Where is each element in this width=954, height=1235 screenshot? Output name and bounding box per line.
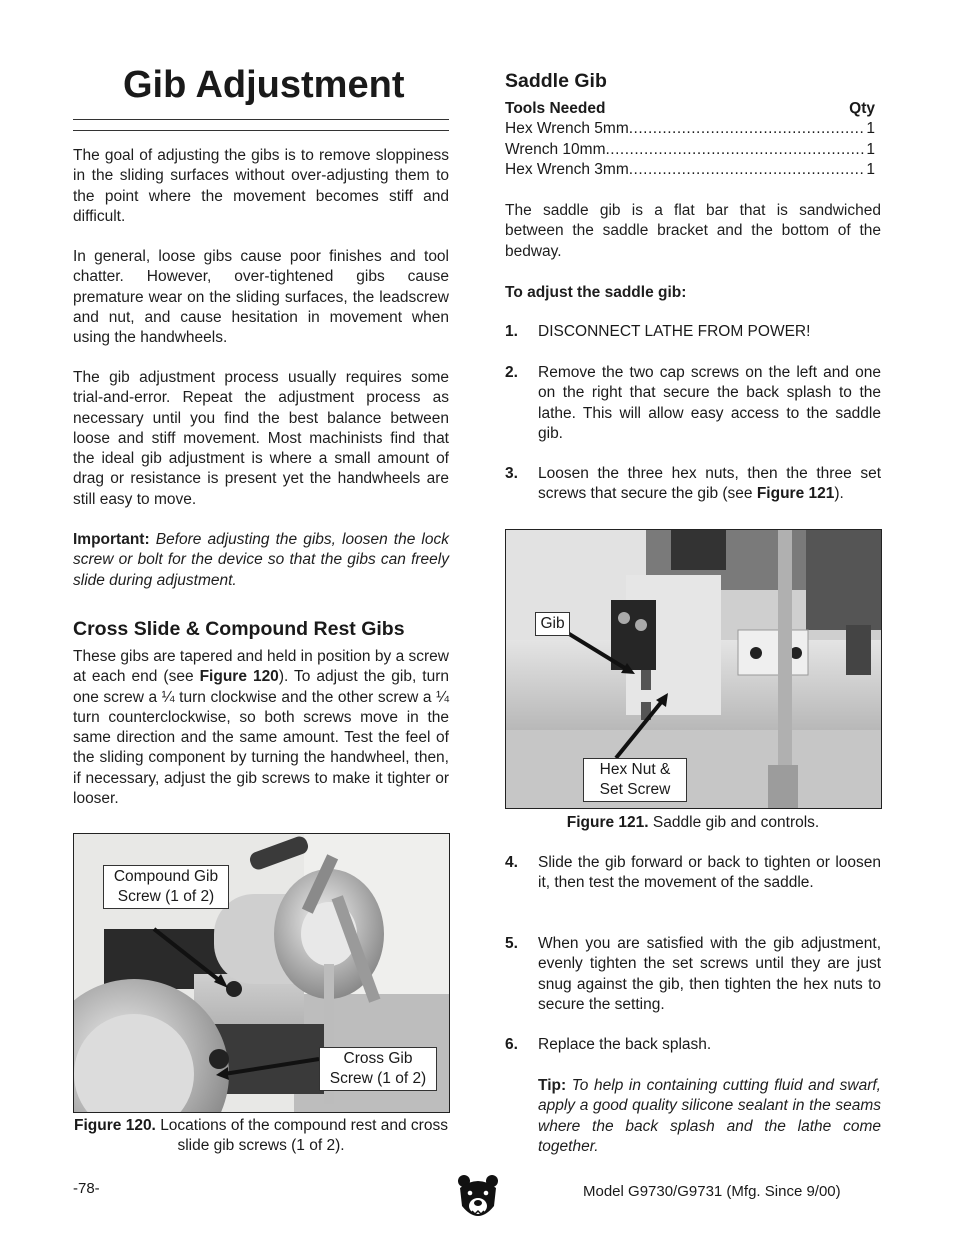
step-text: Remove the two cap screws on the left and one on the right that secure the back splash to the lathe. This will allow easy access to the saddle gib.	[538, 364, 881, 442]
tool-qty: 1	[866, 120, 875, 137]
leader-dots	[629, 119, 865, 139]
intro-paragraph: The goal of adjusting the gibs is to remove sloppiness in the sliding surfaces without over-adjusting them to the point where the movement becomes stiff and difficult.	[73, 147, 449, 225]
tool-row	[505, 160, 875, 180]
title-rule-bottom	[73, 130, 449, 131]
step-number: 3.	[505, 465, 518, 482]
step-4	[505, 853, 881, 894]
step-number: 6.	[505, 1036, 518, 1053]
step-text: Slide the gib forward or back to tighten or loosen it, then test the movement of the saddle.	[538, 854, 881, 892]
model-footer: Model G9730/G9731 (Mfg. Since 9/00)	[583, 1183, 841, 1200]
tip-text: To help in containing cutting fluid and swarf, apply a good quality silicone sealant in the seams where the back splash and the lathe come together.	[538, 1077, 881, 1155]
tools-header-row	[505, 99, 875, 119]
figure-121-label: Figure 121.	[566, 814, 649, 831]
figure-120-ref: Figure 120	[199, 668, 279, 686]
important-text: Before adjusting the gibs, loosen the lock screw or bolt for the device so that the gibs can freely slide during adjustment.	[73, 531, 449, 589]
figure-121-caption	[505, 813, 881, 833]
leader-dots	[629, 160, 865, 180]
trial-error-paragraph: The gib adjustment process usually requires some trial-and-error. Repeat the adjustment process as necessary until you find the best balance between loose and stiff movement. Most machinists find that the ideal gib adjustment is where a small amount of drag or resistance is present yet the handwheels are still easy to move.	[73, 369, 449, 508]
tool-name: Hex Wrench 5mm	[505, 120, 629, 137]
step-6	[505, 1035, 881, 1055]
page-title: Gib Adjustment	[123, 64, 405, 106]
loose-gibs-paragraph: In general, loose gibs cause poor finishes and tool chatter. However, over-tightened gibs cause premature wear on the sliding surfaces, the leadscrew and nut, and cause hesitation in movement when using the handwheels.	[73, 248, 449, 347]
figure-121-ref: Figure 121	[756, 485, 835, 503]
figure-120-photo	[73, 833, 450, 1113]
bear-head-logo-icon	[456, 1172, 500, 1224]
leader-dots	[606, 140, 865, 160]
tool-name: Hex Wrench 3mm	[505, 161, 629, 178]
cross-slide-paragraph	[73, 647, 449, 809]
important-label: Important:	[73, 531, 150, 548]
cross-slide-heading: Cross Slide & Compound Rest Gibs	[73, 618, 405, 640]
title-rule-top	[73, 119, 449, 120]
step-3-text-a: Loosen the three hex nuts, then the three set screws that secure the gib (see	[538, 465, 881, 503]
step-number: 4.	[505, 854, 518, 871]
step-2	[505, 363, 881, 444]
saddle-intro-paragraph: The saddle gib is a flat bar that is sandwiched between the saddle bracket and the bottom of the bedway.	[505, 202, 881, 260]
cross-text-a: These gibs are tapered and held in position by a screw at each end (see	[73, 648, 449, 686]
step-5	[505, 934, 881, 1015]
page-number: -78-	[73, 1180, 100, 1197]
tools-needed-header: Tools Needed	[505, 100, 606, 117]
saddle-gib-heading: Saddle Gib	[505, 70, 607, 92]
tool-row	[505, 119, 875, 139]
step-text: Replace the back splash.	[538, 1036, 712, 1053]
tool-qty: 1	[866, 161, 875, 178]
important-note	[73, 530, 449, 591]
step-text	[538, 464, 881, 505]
step-number: 1.	[505, 323, 518, 340]
saddle-gib-photo-svg	[506, 530, 881, 808]
hex-nut-set-screw-callout: Hex Nut & Set Screw	[583, 758, 687, 802]
gib-callout: Gib	[535, 612, 570, 636]
figure-120-caption	[73, 1116, 449, 1157]
step-text: When you are satisfied with the gib adjustment, evenly tighten the set screws until they are just snug against the gib, then tighten the hex nuts to secure the setting.	[538, 935, 881, 1013]
figure-121-caption-text: Saddle gib and controls.	[652, 814, 820, 831]
step-text: DISCONNECT LATHE FROM POWER!	[538, 323, 811, 340]
step-1	[505, 322, 881, 342]
tip-note	[538, 1076, 881, 1157]
compound-gib-callout: Compound Gib Screw (1 of 2)	[103, 865, 229, 909]
step-3	[505, 464, 881, 505]
qty-header: Qty	[849, 100, 875, 117]
tool-name: Wrench 10mm	[505, 141, 606, 158]
cross-text-b: ). To adjust the gib, turn one screw a ¼ turn clockwise and the other screw a ¼ turn counterclockwise, so both screws move in the same direction and the same amount. Test the feel of the sliding component by turning the handwheel, then, if necessary, adjust the gib screws to make it tighter or looser.	[73, 668, 450, 808]
figure-120-label: Figure 120.	[74, 1117, 156, 1134]
howto-heading: To adjust the saddle gib:	[505, 284, 687, 301]
step-number: 5.	[505, 935, 518, 952]
step-number: 2.	[505, 364, 518, 381]
cross-gib-callout: Cross Gib Screw (1 of 2)	[319, 1047, 437, 1091]
tip-label: Tip:	[538, 1077, 567, 1094]
tool-qty: 1	[866, 141, 875, 158]
step-3-text-b: ).	[834, 485, 844, 503]
figure-121-photo	[505, 529, 882, 809]
figure-120-caption-text: Locations of the compound rest and cross slide gib screws (1 of 2).	[160, 1117, 448, 1155]
tool-row	[505, 140, 875, 160]
